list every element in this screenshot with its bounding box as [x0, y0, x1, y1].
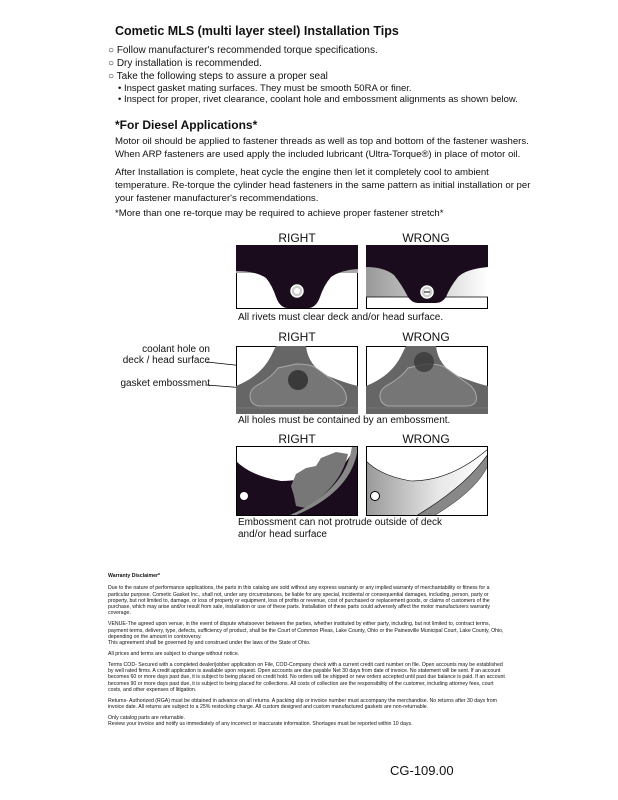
caption-embossment: and/or head surface — [238, 529, 327, 540]
coolant-right-diagram — [236, 346, 358, 414]
rivet-right-diagram — [236, 245, 358, 309]
embossment-right-diagram — [236, 446, 358, 516]
warranty-paragraph: Review your invoice and notify us immediately of any incorrect or inaccurate information. Shortages must be reported within 10 days. — [108, 721, 413, 728]
sub-tip-text: Inspect for proper, rivet clearance, coolant hole and embossment alignments as shown below. — [123, 94, 518, 105]
callout-coolant-hole: coolant hole on — [142, 344, 210, 355]
callout-embossment: gasket embossment — [120, 378, 210, 389]
sub-tip-text: Inspect gasket mating surfaces. They must be smooth 50RA or finer. — [123, 83, 412, 94]
tip-item: ○ Follow manufacturer's recommended torque specifications. — [108, 45, 378, 56]
caption-embossment: Embossment can not protrude outside of deck — [238, 517, 443, 528]
caption-rivets: All rivets must clear deck and/or head surface. — [238, 312, 444, 323]
warranty-paragraph: Due to the nature of performance applications, the parts in this catalog are sold without any express warranty or any implied warranty of merchantability or fitness for a particular purpose. Cometic Gasket Inc., shall not, under any circumstances, be liable for any special, incidental or consequential damages, including, person, party or property, but not limited to, damage, or loss of property or equipment, loss of profits or revenue, cost of purchased or replacement goods, or claims of customers of the purchase, which may arise and/or result from sale, installation or use of these parts. Installation of these parts could adversely affect the motor manufacturers warranty coverage. — [108, 585, 490, 617]
warranty-paragraph: Terms COD- Secured with a completed dealer/jobber application on File, COD-Company check with a current credit card number on file. Open accounts may be established by well rated firms. A credit application is available upon request. Open accounts are due payable Net 30 days from date of invoice. No statement will be sent. If an account becomes 60 or more days past due, it is subject to being placed on credit hold. No orders will be shipped or new orders accepted until past due balance is paid. If an account becomes 90 or more days past due, it is subject to being placed for collections. All costs of collection are the responsibility of the customer, including attorney fees, court costs, and other expenses of litigation. — [108, 661, 505, 693]
warranty-heading: Warranty Disclaimer* — [108, 573, 160, 579]
caption-holes: All holes must be contained by an embossment. — [238, 415, 451, 426]
warranty-paragraph: VENUE-The agreed upon venue, in the event of dispute whatsoever between the parties, whether instituted by either party, including, but not limited to, contract terms, payment terms, delivery, type, defects, sufficiency of product, shall be the Court of Common Pleas, Lake County, Ohio or the Painesville Municipal Court, Lake County, Ohio, depending on the amount in controversy. — [108, 621, 504, 640]
page-code: CG-109.00 — [390, 763, 454, 778]
wrong-label: WRONG — [402, 330, 450, 344]
warranty-paragraph: All prices and terms are subject to change without notice. — [108, 650, 240, 657]
wrong-label: WRONG — [402, 231, 450, 245]
tip-text: Dry installation is recommended. — [116, 58, 262, 69]
tip-item: ○ Dry installation is recommended. — [108, 58, 262, 69]
tip-text: Follow manufacturer's recommended torque specifications. — [116, 45, 378, 56]
warranty-paragraph: Returns- Authorized (RGA) must be obtained in advance on all returns. A packing slip or invoice number must accompany the merchandise. No returns after 30 days from invoice date. All returns are subject to a 25% restocking charge. All custom designed and custom manufactured gaskets are non-returnable. — [108, 697, 497, 711]
diesel-paragraph: After Installation is complete, heat cycle the engine then let it completely cool to ambient temperature. Re-torque the cylinder head fasteners in the same pattern as initial installation or per your fastener manufacturer's recommendations. — [115, 167, 531, 204]
diesel-heading: *For Diesel Applications* — [115, 118, 258, 132]
wrong-label: WRONG — [402, 432, 450, 446]
right-label: RIGHT — [278, 330, 316, 344]
rivet-wrong-diagram — [366, 245, 488, 309]
page-title: Cometic MLS (multi layer steel) Installation Tips — [115, 24, 399, 38]
sub-tip-item: • Inspect gasket mating surfaces. They must be smooth 50RA or finer. — [118, 83, 412, 94]
coolant-wrong-diagram — [366, 346, 488, 414]
right-label: RIGHT — [278, 231, 316, 245]
diesel-note: *More than one re-torque may be required to achieve proper fastener stretch* — [115, 208, 444, 219]
diesel-paragraph: Motor oil should be applied to fastener threads as well as top and bottom of the fastener washers. When ARP fasteners are used apply the included lubricant (Ultra-Torque®) in place of motor oil. — [115, 136, 529, 160]
warranty-paragraph: This agreement shall be governed by and construed under the laws of the State of Ohio. — [108, 640, 311, 647]
callout-coolant-hole: deck / head surface — [122, 355, 210, 366]
tip-text: Take the following steps to assure a proper seal — [116, 71, 328, 82]
embossment-wrong-diagram — [366, 446, 488, 516]
warranty-section — [108, 573, 508, 732]
sub-tip-item: • Inspect for proper, rivet clearance, coolant hole and embossment alignments as shown below. — [118, 94, 518, 105]
right-label: RIGHT — [278, 432, 316, 446]
warranty-paragraph: Only catalog parts are returnable. — [108, 714, 185, 721]
tip-item: ○ Take the following steps to assure a proper seal — [108, 71, 328, 82]
